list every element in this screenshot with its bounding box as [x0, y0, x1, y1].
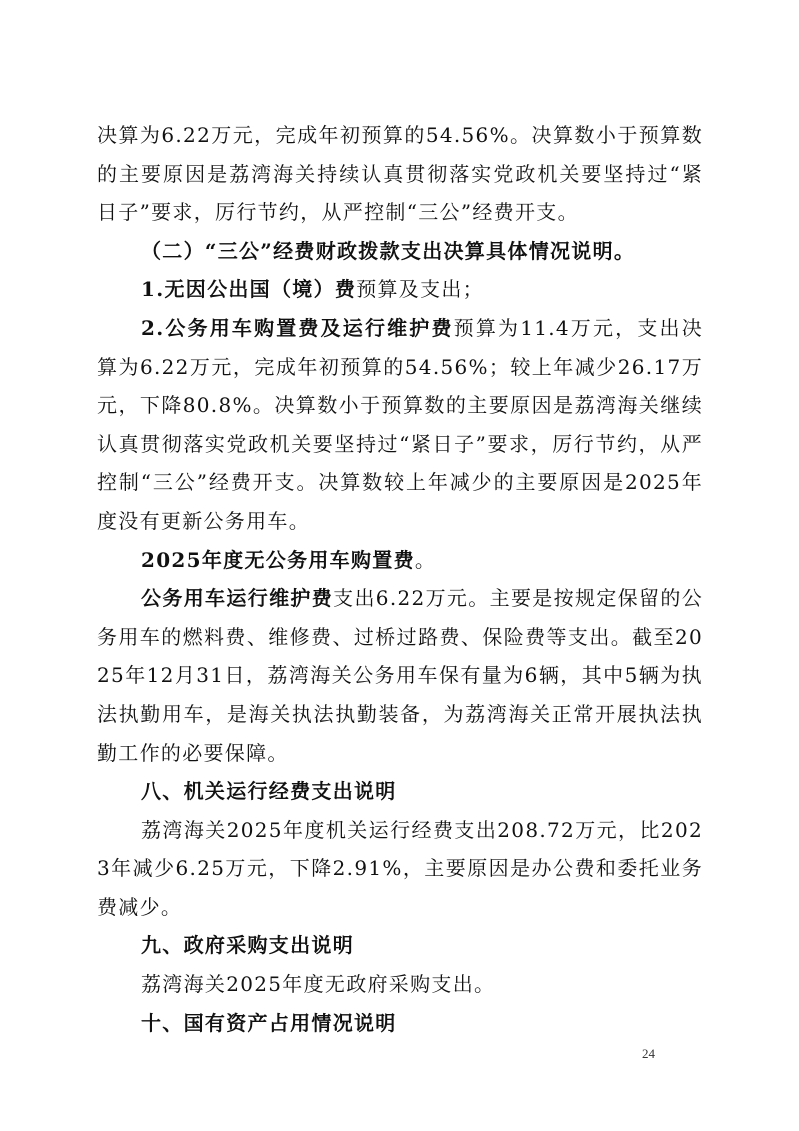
- heading-text: 十、国有资产占用情况说明: [141, 1010, 397, 1035]
- section-heading-operating-expenses: [97, 772, 703, 811]
- paragraph-text: 。: [414, 547, 437, 572]
- paragraph-operating-expenses: [97, 811, 703, 927]
- section-heading-procurement: [97, 926, 703, 965]
- heading-text: 八、机关运行经费支出说明: [141, 779, 397, 804]
- paragraph-vehicle-operation: [97, 579, 703, 772]
- subheading-sangong-details: [97, 232, 703, 271]
- paragraph-text: 荔湾海关2025年度无政府采购支出。: [141, 972, 496, 997]
- paragraph-text: 预算为11.4万元，支出决算为6.22万元，完成年初预算的54.56%；较上年减少26.17万元，下降80.8%。决算数小于预算数的主要原因是荔湾海关继续认真贯彻落实党政机关要坚持过“紧日子”要求，厉行节约，从严控制“三公”经费开支。决算数较上年减少的主要原因是2025年度没有更新公务用车。: [97, 315, 703, 533]
- section-heading-state-assets: [97, 1004, 703, 1043]
- document-body: [97, 116, 703, 1042]
- paragraph-text: 预算及支出；: [356, 277, 484, 302]
- paragraph-overseas-travel: [97, 270, 703, 309]
- heading-text: 九、政府采购支出说明: [141, 933, 354, 958]
- paragraph-procurement: [97, 965, 703, 1004]
- paragraph-sangong-conclusion: [97, 116, 703, 232]
- paragraph-lead: 2025年度无公务用车购置费: [141, 547, 415, 572]
- paragraph-text: 荔湾海关2025年度机关运行经费支出208.72万元，比2023年减少6.25万元，下降2.91%，主要原因是办公费和委托业务费减少。: [97, 817, 703, 919]
- paragraph-text: 支出6.22万元。主要是按规定保留的公务用车的燃料费、维修费、过桥过路费、保险费等支出。截至2025年12月31日，荔湾海关公务用车保有量为6辆，其中5辆为执法执勤用车，是海关执法执勤装备，为荔湾海关正常开展执法执勤工作的必要保障。: [97, 586, 704, 765]
- paragraph-lead: 2.公务用车购置费及运行维护费: [141, 315, 454, 340]
- subheading-text: （二）“三公”经费财政拨款支出决算具体情况说明。: [141, 238, 636, 263]
- paragraph-lead: 1.无因公出国（境）费: [141, 277, 357, 302]
- paragraph-lead: 公务用车运行维护费: [141, 586, 334, 611]
- paragraph-vehicle-costs: [97, 309, 703, 541]
- paragraph-text: 决算为6.22万元，完成年初预算的54.56%。决算数小于预算数的主要原因是荔湾海关持续认真贯彻落实党政机关要坚持过“紧日子”要求，厉行节约，从严控制“三公”经费开支。: [97, 123, 703, 225]
- page-number: 24: [642, 1046, 655, 1061]
- paragraph-no-vehicle-purchase: [97, 541, 703, 580]
